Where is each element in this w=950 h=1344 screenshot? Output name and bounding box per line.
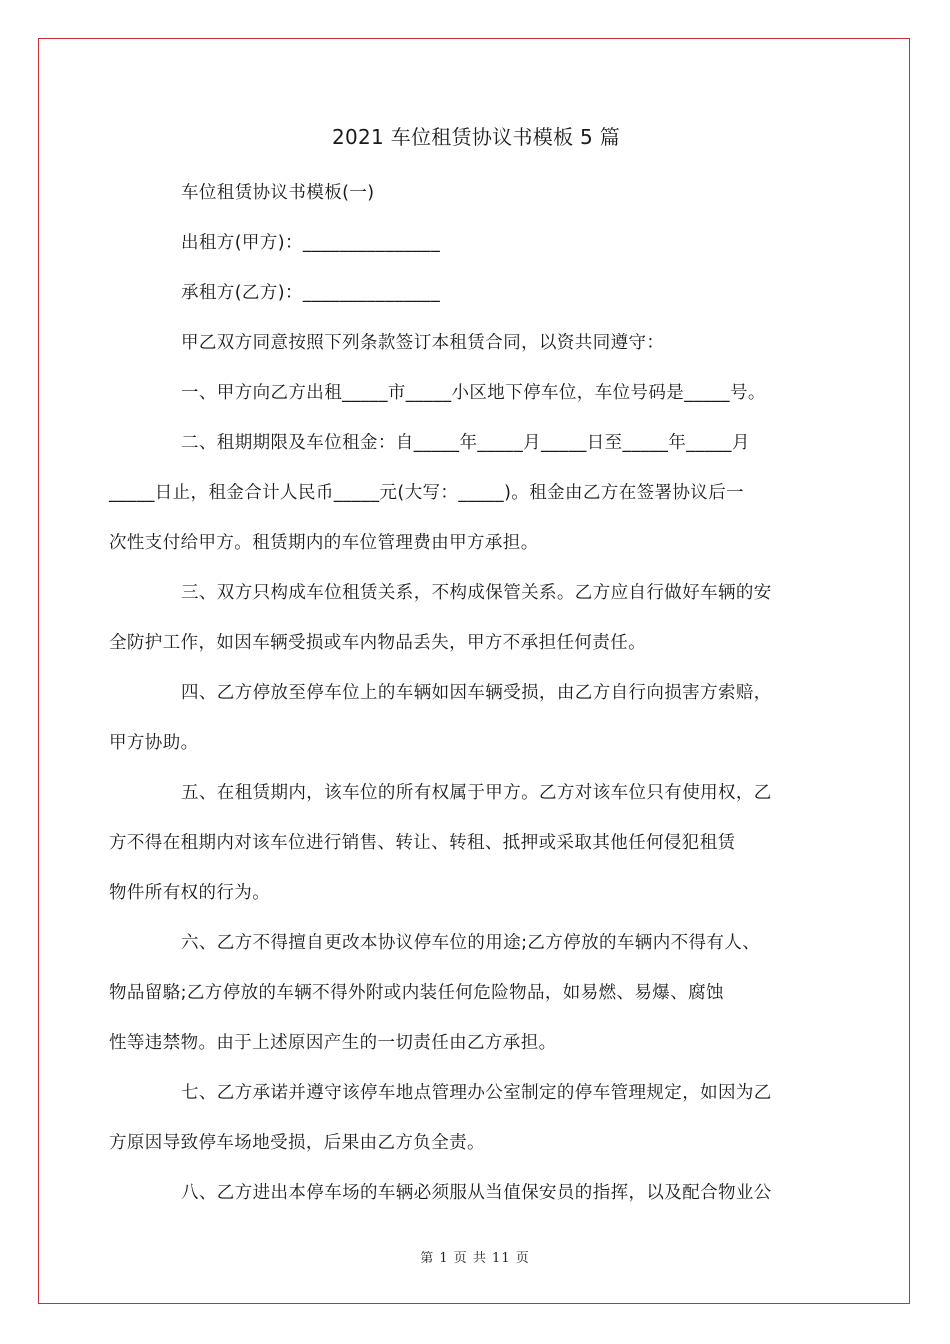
paragraph <box>145 268 807 318</box>
page-number: 第 1 页 共 11 页 <box>420 1251 530 1266</box>
paragraph-line: 四、乙方停放至停车位上的车辆如因车辆受损，由乙方自行向损害方索赔， <box>181 683 772 703</box>
paragraph-list <box>109 168 807 1218</box>
document-title: 2021 车位租赁协议书模板 5 篇 <box>331 125 621 149</box>
paragraph-line: 甲方协助。 <box>109 733 199 753</box>
paragraph <box>145 218 807 268</box>
paragraph-line: 物件所有权的行为。 <box>109 883 271 903</box>
paragraph-line: 方不得在租期内对该车位进行销售、转让、转租、抵押或采取其他任何侵犯租赁 <box>109 833 736 853</box>
paragraph <box>145 168 807 218</box>
paragraph <box>145 368 807 418</box>
paragraph-line: 八、乙方进出本停车场的车辆必须服从当值保安员的指挥，以及配合物业公 <box>181 1183 772 1203</box>
paragraph-line: 一、甲方向乙方出租_____市_____小区地下停车位，车位号码是_____号。 <box>181 383 766 403</box>
paragraph-line: 方原因导致停车场地受损，后果由乙方负全责。 <box>109 1133 485 1153</box>
paragraph-line: 性等违禁物。由于上述原因产生的一切责任由乙方承担。 <box>109 1033 557 1053</box>
paragraph-line: 车位租赁协议书模板(一) <box>181 183 375 203</box>
paragraph-line: 次性支付给甲方。租赁期内的车位管理费由甲方承担。 <box>109 533 539 553</box>
paragraph-line: 六、乙方不得擅自更改本协议停车位的用途;乙方停放的车辆内不得有人、 <box>181 933 761 953</box>
paragraph <box>109 918 807 1068</box>
paragraph-line: 七、乙方承诺并遵守该停车地点管理办公室制定的停车管理规定，如因为乙 <box>181 1083 772 1103</box>
paragraph <box>145 1168 807 1218</box>
paragraph <box>109 568 807 668</box>
paragraph <box>109 668 807 768</box>
paragraph-line: 二、租期期限及车位租金：自_____年_____月_____日至_____年_____月 <box>181 433 750 453</box>
paragraph-line: 三、双方只构成车位租赁关系，不构成保管关系。乙方应自行做好车辆的安 <box>181 583 772 603</box>
paragraph <box>109 1068 807 1168</box>
paragraph-line: 五、在租赁期内，该车位的所有权属于甲方。乙方对该车位只有使用权，乙 <box>181 783 772 803</box>
paragraph <box>109 768 807 918</box>
paragraph-line: 甲乙双方同意按照下列条款签订本租赁合同，以资共同遵守： <box>181 333 665 353</box>
paragraph <box>145 318 807 368</box>
paragraph-line: _____日止，租金合计人民币_____元(大写：_____)。租金由乙方在签署协议后一 <box>109 483 745 503</box>
paragraph-line: 全防护工作，如因车辆受损或车内物品丢失，甲方不承担任何责任。 <box>109 633 646 653</box>
paragraph-line: 承租方(乙方)：_______________ <box>181 283 441 303</box>
paragraph-line: 物品留駱;乙方停放的车辆不得外附或内装任何危险物品，如易燃、易爆、腐蚀 <box>109 983 724 1003</box>
paragraph <box>109 418 807 568</box>
paragraph-line: 出租方(甲方)：_______________ <box>181 233 441 253</box>
document-body <box>109 118 807 1218</box>
